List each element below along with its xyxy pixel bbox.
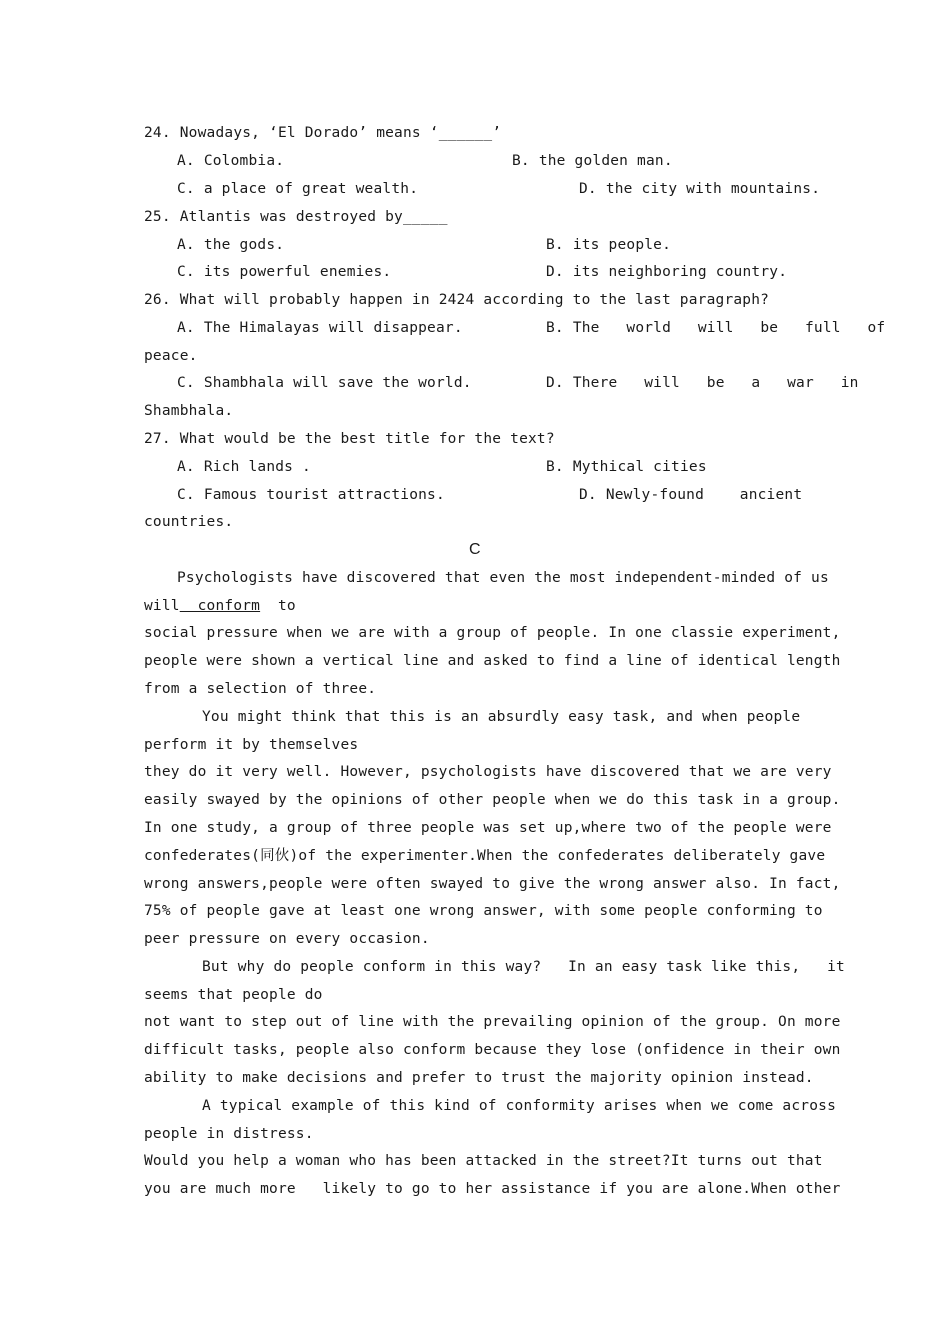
option-text: The world will be full of: [572, 320, 886, 336]
option-text: Mythical cities: [572, 459, 707, 475]
passage-line: easily swayed by the opinions of other people when we do this task in a group.: [144, 792, 841, 808]
question-26-stem: [144, 290, 769, 310]
option-text: its people.: [572, 237, 672, 253]
option-26-c: [177, 373, 472, 393]
option-text: The Himalayas will disappear.: [203, 320, 463, 336]
option-letter: C.: [177, 181, 195, 197]
option-26-b: [546, 318, 885, 338]
option-text: Shambhala will save the world.: [203, 375, 472, 391]
passage-line-conform: [144, 596, 296, 616]
option-text: Rich lands .: [203, 459, 311, 475]
passage-line: In one study, a group of three people was set up,where two of the people were: [144, 820, 832, 836]
passage-line: they do it very well. However, psychologists have discovered that we are very: [144, 764, 832, 780]
option-letter: B.: [546, 237, 564, 253]
question-text: What will probably happen in 2424 according to the last paragraph?: [179, 292, 770, 308]
option-26-d-continued: Shambhala.: [144, 403, 234, 419]
passage-line: You might think that this is an absurdly easy task, and when people: [202, 709, 801, 725]
option-27-d-continued: countries.: [144, 514, 234, 530]
option-letter: A.: [177, 320, 195, 336]
option-letter: C.: [177, 264, 195, 280]
option-26-b-continued: peace.: [144, 348, 198, 364]
section-heading: C: [469, 541, 481, 558]
option-24-a: [177, 151, 284, 171]
underlined-word-conform: conform: [179, 598, 261, 614]
passage-line: A typical example of this kind of conformity arises when we come across: [202, 1098, 837, 1114]
passage-line: difficult tasks, people also conform because they lose (onfidence in their own: [144, 1042, 841, 1058]
passage-line: confederates(同伙)of the experimenter.When the confederates deliberately gave: [144, 848, 826, 864]
question-text: What would be the best title for the text?: [179, 431, 555, 447]
option-letter: D.: [579, 181, 597, 197]
passage-line: Would you help a woman who has been attacked in the street?It turns out that: [144, 1153, 823, 1169]
option-letter: D.: [579, 487, 597, 503]
passage-line: 75% of people gave at least one wrong answer, with some people conforming to: [144, 903, 823, 919]
passage-line: people in distress.: [144, 1126, 314, 1142]
option-text: Famous tourist attractions.: [203, 487, 445, 503]
option-27-c: [177, 485, 445, 505]
option-27-d: [579, 485, 802, 505]
option-25-a: [177, 235, 284, 255]
passage-line: social pressure when we are with a group of people. In one classie experiment,: [144, 625, 841, 641]
option-24-b: [512, 151, 673, 171]
option-letter: A.: [177, 153, 195, 169]
passage-word: to: [277, 598, 296, 614]
option-letter: A.: [177, 459, 195, 475]
question-27-stem: [144, 429, 555, 449]
answer-blank: _____: [402, 209, 448, 225]
passage-line: peer pressure on every occasion.: [144, 931, 430, 947]
option-text: Newly-found ancient: [605, 487, 803, 503]
passage-word: will: [144, 598, 180, 614]
option-25-d: [546, 262, 787, 282]
passage-line: wrong answers,people were often swayed to give the wrong answer also. In fact,: [144, 876, 841, 892]
question-24-stem: [144, 123, 501, 143]
option-letter: C.: [177, 375, 195, 391]
option-letter: B.: [512, 153, 530, 169]
option-text: its neighboring country.: [572, 264, 788, 280]
question-text: Nowadays, ‘El Dorado’ means ‘: [179, 125, 439, 141]
passage-line: Psychologists have discovered that even the most independent-minded of us: [177, 570, 829, 586]
passage-line: from a selection of three.: [144, 681, 377, 697]
option-26-d: [546, 373, 859, 393]
option-letter: C.: [177, 487, 195, 503]
question-number: 24.: [144, 125, 171, 141]
option-letter: D.: [546, 264, 564, 280]
passage-line: seems that people do: [144, 987, 323, 1003]
option-25-b: [546, 235, 671, 255]
option-24-c: [177, 179, 418, 199]
option-letter: B.: [546, 459, 564, 475]
option-26-a: [177, 318, 463, 338]
question-number: 26.: [144, 292, 171, 308]
option-letter: B.: [546, 320, 564, 336]
answer-blank: ______: [438, 125, 493, 141]
option-text: the city with mountains.: [605, 181, 821, 197]
question-number: 27.: [144, 431, 171, 447]
option-27-b: [546, 457, 707, 477]
option-24-d: [579, 179, 820, 199]
option-27-a: [177, 457, 311, 477]
question-text: Atlantis was destroyed by: [179, 209, 403, 225]
option-text: Colombia.: [203, 153, 285, 169]
question-text-end: ’: [492, 125, 502, 141]
option-text: the golden man.: [538, 153, 673, 169]
option-text: There will be a war in: [572, 375, 859, 391]
passage-line: perform it by themselves: [144, 737, 359, 753]
passage-line: But why do people conform in this way? In an easy task like this, it: [202, 959, 845, 975]
passage-line: ability to make decisions and prefer to trust the majority opinion instead.: [144, 1070, 814, 1086]
question-number: 25.: [144, 209, 171, 225]
passage-line: you are much more likely to go to her assistance if you are alone.When other: [144, 1181, 841, 1197]
question-25-stem: [144, 207, 448, 227]
passage-line: people were shown a vertical line and asked to find a line of identical length: [144, 653, 841, 669]
option-25-c: [177, 262, 391, 282]
passage-line: not want to step out of line with the prevailing opinion of the group. On more: [144, 1014, 841, 1030]
option-letter: A.: [177, 237, 195, 253]
option-letter: D.: [546, 375, 564, 391]
option-text: its powerful enemies.: [203, 264, 392, 280]
option-text: a place of great wealth.: [203, 181, 419, 197]
option-text: the gods.: [203, 237, 285, 253]
